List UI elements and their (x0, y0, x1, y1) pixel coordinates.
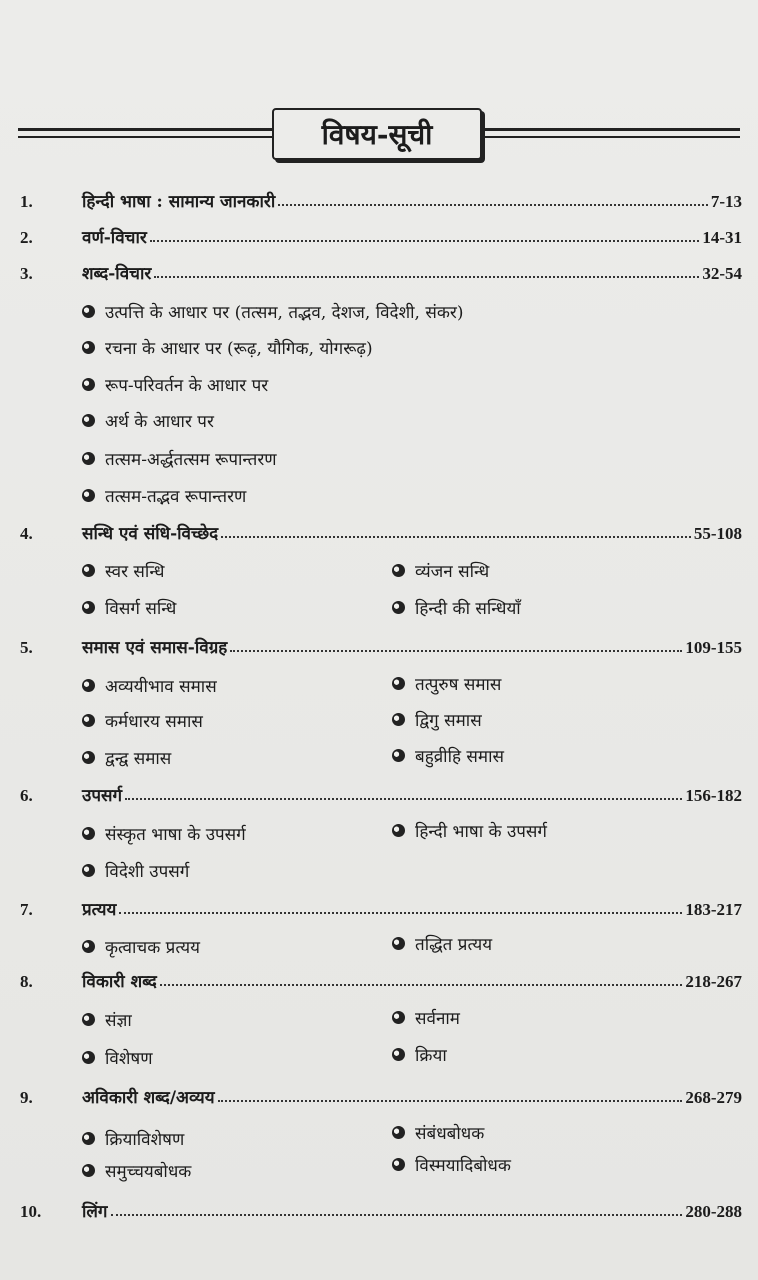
entry-pages: 7-13 (710, 192, 742, 211)
bullet-icon (392, 564, 405, 577)
subitem-label: हिन्दी भाषा के उपसर्ग (415, 821, 547, 842)
dot-leader (111, 1214, 683, 1216)
entry-title: अविकारी शब्द/अव्यय (82, 1088, 215, 1108)
dot-leader (218, 1100, 683, 1102)
bullet-icon (82, 378, 95, 391)
subitem-label: रचना के आधार पर (रूढ़, यौगिक, योगरूढ़) (105, 338, 373, 359)
bullet-icon (82, 601, 95, 614)
entry-title: वर्ण-विचार (82, 228, 147, 248)
entry-number: 2. (20, 228, 33, 247)
subitem-label: विस्मयादिबोधक (415, 1155, 511, 1176)
bullet-icon (392, 1126, 405, 1139)
dot-leader (154, 276, 699, 278)
toc-subitem (392, 1150, 511, 1178)
toc-subitem (392, 929, 492, 957)
dot-leader (160, 984, 682, 986)
entry-pages: 218-267 (685, 972, 742, 991)
subitem-label: समुच्चयबोधक (105, 1161, 192, 1182)
toc-entry[interactable] (20, 776, 742, 806)
bullet-icon (82, 341, 95, 354)
entry-title: प्रत्यय (82, 900, 117, 920)
entry-number: 10. (20, 1202, 42, 1221)
toc-subitem (82, 743, 171, 771)
subitem-label: तत्सम-अर्द्धतत्सम रूपान्तरण (105, 449, 277, 470)
bullet-icon (82, 1013, 95, 1026)
dot-leader (150, 240, 700, 242)
bullet-icon (82, 714, 95, 727)
entry-title: लिंग (82, 1202, 108, 1222)
toc-subitem (82, 706, 203, 734)
entry-pages: 183-217 (685, 900, 742, 919)
dot-leader (278, 204, 708, 206)
subitem-label: बहुव्रीहि समास (415, 746, 504, 767)
subitem-label: हिन्दी की सन्धियाँ (415, 598, 521, 619)
entry-title: उपसर्ग (82, 786, 123, 806)
bullet-icon (82, 864, 95, 877)
bullet-icon (392, 1048, 405, 1061)
subitem-label: विशेषण (105, 1048, 153, 1069)
toc-subitem (392, 1003, 460, 1031)
bullet-icon (82, 1132, 95, 1145)
subitem-label: संज्ञा (105, 1010, 132, 1031)
entry-number: 5. (20, 638, 33, 657)
toc-subitem (82, 1005, 132, 1033)
subitem-label: रूप-परिवर्तन के आधार पर (105, 375, 269, 396)
dot-leader (125, 798, 682, 800)
toc-subitem (392, 816, 547, 844)
entry-number: 9. (20, 1088, 33, 1107)
bullet-icon (392, 713, 405, 726)
entry-pages: 14-31 (702, 228, 742, 247)
bullet-icon (82, 305, 95, 318)
toc-subitem (392, 741, 504, 769)
subitem-label: अर्थ के आधार पर (105, 411, 214, 432)
entry-pages: 268-279 (685, 1088, 742, 1107)
bullet-icon (82, 564, 95, 577)
toc-entry[interactable] (20, 962, 742, 992)
toc-subitem (392, 705, 482, 733)
bullet-icon (392, 677, 405, 690)
subitem-label: कर्मधारय समास (105, 711, 203, 732)
subitem-label: तत्पुरुष समास (415, 674, 502, 695)
subitem-label: द्विगु समास (415, 710, 482, 731)
bullet-icon (82, 489, 95, 502)
toc-entry[interactable] (20, 254, 742, 284)
entry-pages: 156-182 (685, 786, 742, 805)
subitem-label: क्रियाविशेषण (105, 1129, 185, 1150)
toc-subitem (82, 932, 200, 960)
toc-subitem (82, 593, 176, 621)
entry-number: 1. (20, 192, 33, 211)
subitem-label: तद्धित प्रत्यय (415, 934, 493, 955)
subitem-label: व्यंजन सन्धि (415, 561, 490, 582)
bullet-icon (392, 824, 405, 837)
bullet-icon (82, 940, 95, 953)
bullet-icon (82, 452, 95, 465)
toc-entry[interactable] (20, 1192, 742, 1222)
toc-subitem (82, 1156, 191, 1184)
entry-title: सन्धि एवं संधि-विच्छेद (82, 524, 219, 544)
toc-subitem (392, 1118, 484, 1146)
page-title: विषय-सूची (272, 108, 482, 160)
entry-title: समास एवं समास-विग्रह (82, 638, 228, 658)
entry-number: 7. (20, 900, 33, 919)
dot-leader (119, 912, 682, 914)
dot-leader (230, 650, 682, 652)
entry-number: 4. (20, 524, 33, 543)
toc-subitem (82, 556, 164, 584)
toc-subitem (392, 669, 501, 697)
toc-entry[interactable] (20, 182, 742, 212)
toc-subitem (82, 444, 277, 472)
bullet-icon (82, 414, 95, 427)
toc-subitem (392, 593, 521, 621)
subitem-label: सर्वनाम (415, 1008, 460, 1029)
subitem-label: उत्पत्ति के आधार पर (तत्सम, तद्भव, देशज, विदेशी, संकर) (105, 302, 464, 323)
subitem-label: संस्कृत भाषा के उपसर्ग (105, 824, 246, 845)
bullet-icon (392, 1011, 405, 1024)
toc-entry[interactable] (20, 218, 742, 248)
bullet-icon (392, 937, 405, 950)
toc-subitem (82, 856, 189, 884)
entry-title: विकारी शब्द (82, 972, 157, 992)
entry-number: 3. (20, 264, 33, 283)
toc-subitem (82, 1124, 184, 1152)
subitem-label: कृत्वाचक प्रत्यय (105, 937, 200, 958)
bullet-icon (82, 1051, 95, 1064)
subitem-label: क्रिया (415, 1045, 447, 1066)
toc-entry[interactable] (20, 1078, 742, 1108)
bullet-icon (392, 601, 405, 614)
subitem-label: संबंधबोधक (415, 1123, 485, 1144)
entry-number: 8. (20, 972, 33, 991)
subitem-label: विदेशी उपसर्ग (105, 861, 190, 882)
toc-subitem (82, 481, 246, 509)
bullet-icon (82, 751, 95, 764)
bullet-icon (82, 827, 95, 840)
bullet-icon (82, 1164, 95, 1177)
bullet-icon (82, 679, 95, 692)
toc-subitem (392, 556, 489, 584)
bullet-icon (392, 1158, 405, 1171)
toc-subitem (82, 1043, 153, 1071)
subitem-label: विसर्ग सन्धि (105, 598, 177, 619)
dot-leader (221, 536, 691, 538)
toc-entry[interactable] (20, 514, 742, 544)
entry-pages: 109-155 (685, 638, 742, 657)
entry-pages: 280-288 (685, 1202, 742, 1221)
toc-subitem (82, 819, 246, 847)
toc-entry[interactable] (20, 890, 742, 920)
toc-subitem (82, 333, 373, 361)
entry-title: हिन्दी भाषा : सामान्य जानकारी (82, 192, 276, 212)
toc-subitem (82, 671, 217, 699)
toc-subitem (392, 1040, 447, 1068)
entry-number: 6. (20, 786, 33, 805)
toc-subitem (82, 406, 214, 434)
entry-title: शब्द-विचार (82, 264, 152, 284)
toc-subitem (82, 370, 268, 398)
subitem-label: द्वन्द्व समास (105, 748, 172, 769)
subitem-label: स्वर सन्धि (105, 561, 165, 582)
toc-subitem (82, 297, 463, 325)
bullet-icon (392, 749, 405, 762)
entry-pages: 32-54 (702, 264, 742, 283)
subitem-label: अव्ययीभाव समास (105, 676, 217, 697)
entry-pages: 55-108 (693, 524, 742, 543)
toc-entry[interactable] (20, 628, 742, 658)
subitem-label: तत्सम-तद्भव रूपान्तरण (105, 486, 247, 507)
